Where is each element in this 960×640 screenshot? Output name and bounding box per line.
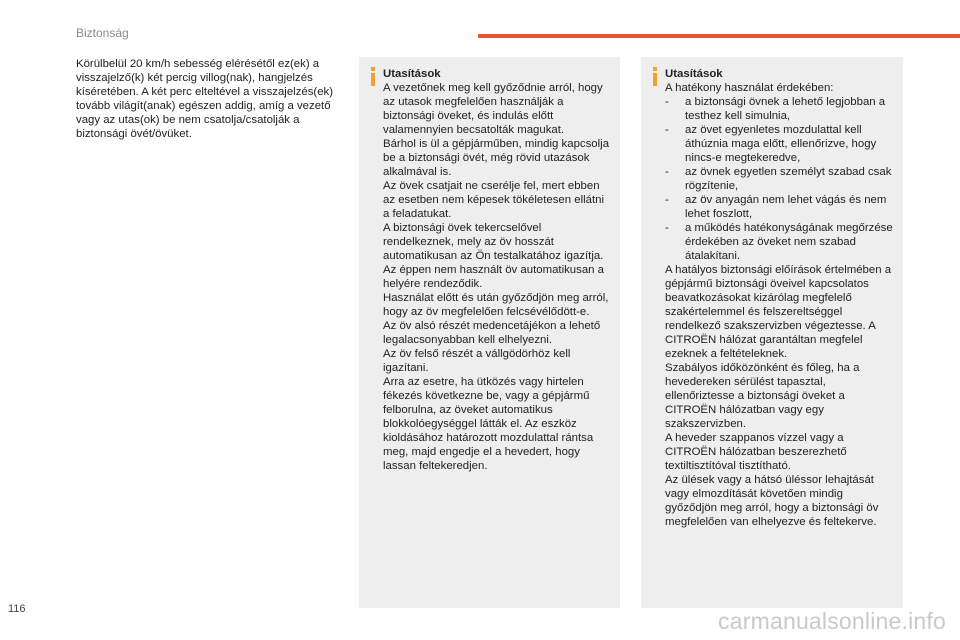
list-item: - a működés hatékonyságának megőrzése érdekében az öveket nem szabad átalakítani. xyxy=(665,221,897,263)
note-paragraph: A vezetőnek meg kell győződnie arról, hogy az utasok megfelelően használják a biztonsági öveket, és indulás előtt valamennyien becsatolták magukat. xyxy=(383,82,603,136)
note-box-instructions-2 xyxy=(641,57,903,608)
note-intro: A hatékony használat érdekében: xyxy=(665,82,834,94)
info-icon xyxy=(368,67,378,86)
note-paragraph: Az ülések vagy a hátsó üléssor lehajtását vagy elmozdítását követően mindig győződjön meg arról, hogy a biztonsági öv megfelelően van elhelyezve és feltekerve. xyxy=(665,474,879,528)
note-paragraph: A biztonsági övek tekercselővel rendelkeznek, mely az öv hosszát automatikusan az Ön testalkatához igazítja. Az éppen nem használt öv automatikusan a helyére rendeződik. xyxy=(383,222,604,290)
intro-paragraph: Körülbelül 20 km/h sebesség elérésétől ez(ek) a visszajelző(k) két percig villog(nak), hangjelzés kíséretében. A két perc elteltével a visszajelzés(ek) tovább világít(anak) egészen addig, amíg a vezető vagy az utas(ok) be nem csatolja/csatolják a biztonsági övét/övüket. xyxy=(76,58,334,140)
list-item: - az övnek egyetlen személyt szabad csak rögzítenie, xyxy=(665,165,897,193)
list-item: - az övet egyenletes mozdulattal kell áthúznia maga előtt, ellenőrizve, hogy nincs-e megtekeredve, xyxy=(665,123,897,165)
section-title: Biztonság xyxy=(76,26,129,40)
left-column-text xyxy=(76,57,336,141)
list-item: - az öv anyagán nem lehet vágás és nem lehet foszlott, xyxy=(665,193,897,221)
note-box-instructions-1 xyxy=(359,57,620,608)
note-paragraph: Szabályos időközönként és főleg, ha a hevedereken sérülést tapasztal, ellenőriztesse a biztonsági öveket a CITROËN hálózatban vagy egy szakszervizben. xyxy=(665,362,860,430)
note-paragraph: Az övek csatjait ne cserélje fel, mert ebben az esetben nem képesek tökéletesen ellátni a feladatukat. xyxy=(383,180,604,220)
note-paragraph: A heveder szappanos vízzel vagy a CITROËN hálózatban beszerezhető textiltisztítóval tisztítható. xyxy=(665,432,847,472)
note-title: Utasítások xyxy=(383,68,441,80)
info-icon xyxy=(650,67,660,86)
page-number: 116 xyxy=(8,603,26,615)
usage-list xyxy=(665,95,897,263)
header-accent-bar xyxy=(478,34,960,38)
note-paragraph: Használat előtt és után győződjön meg arról, hogy az öv megfelelően felcsévélődött-e. xyxy=(383,292,609,318)
note-paragraph: Bárhol is ül a gépjárműben, mindig kapcsolja be a biztonsági övét, még rövid utazások alkalmával is. xyxy=(383,138,610,178)
note-title: Utasítások xyxy=(665,68,723,80)
watermark: carmanualsonline.info xyxy=(718,608,946,634)
note-paragraph: Arra az esetre, ha ütközés vagy hirtelen fékezés következne be, vagy a gépjármű felborulna, az öveket automatikus blokkolóegységgel látták el. Az eszköz kioldásához határozott mozdulattal rántsa meg, majd engedje el a hevedert, hogy lassan feltekeredjen. xyxy=(383,376,594,472)
note-paragraph: A hatályos biztonsági előírások értelmében a gépjármű biztonsági öveivel kapcsolatos beavatkozásokat kizárólag megfelelő szakértelemmel és felszereltséggel rendelkező szakszervizben végeztesse. A CITROËN hálózat garantáltan megfelel ezeknek a feltételeknek. xyxy=(665,264,892,360)
note-paragraph: Az öv felső részét a vállgödörhöz kell igazítani. xyxy=(383,348,571,374)
note-paragraph: Az öv alsó részét medencetájékon a lehető legalacsonyabban kell elhelyezni. xyxy=(383,320,601,346)
list-item: - a biztonsági övnek a lehető legjobban a testhez kell simulnia, xyxy=(665,95,897,123)
